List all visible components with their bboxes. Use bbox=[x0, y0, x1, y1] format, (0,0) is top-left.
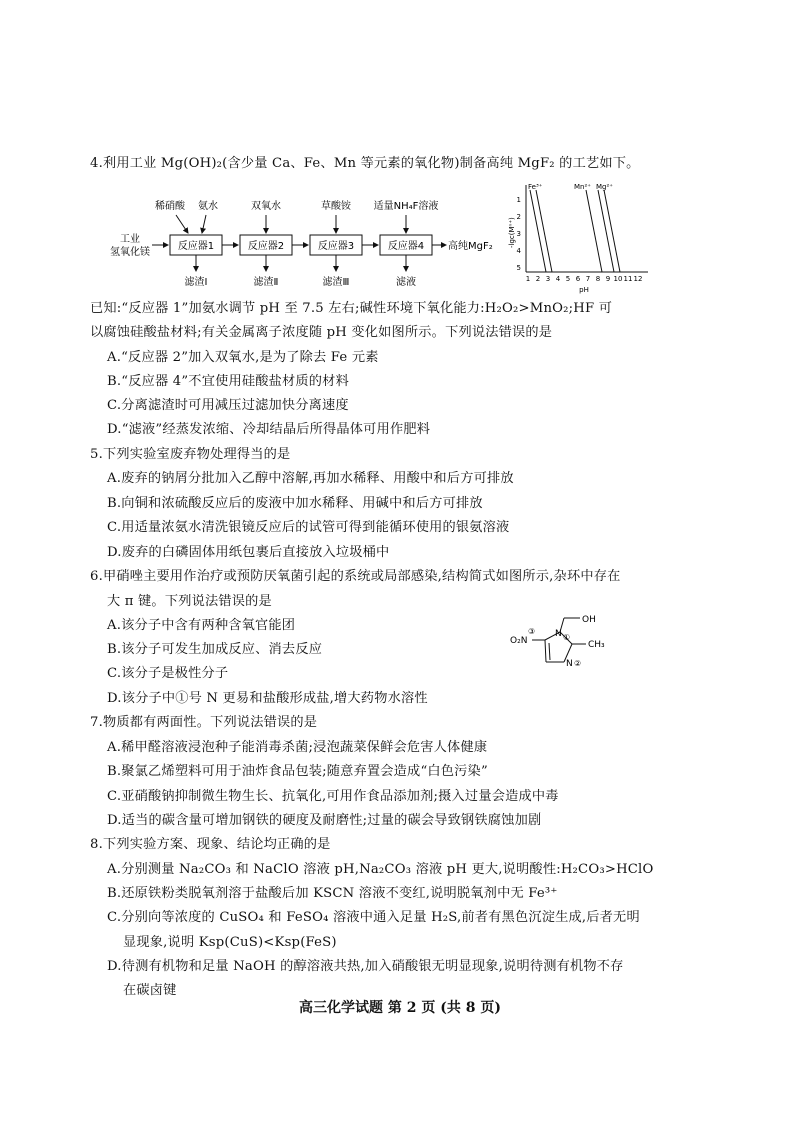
q8-a: A.分别测量 Na₂CO₃ 和 NaClO 溶液 pH,Na₂CO₃ 溶液 pH 更大,说明酸性:H₂CO₃>HClO bbox=[107, 862, 654, 877]
reactor-3 bbox=[310, 235, 362, 255]
y-tick-label: 2 bbox=[516, 213, 521, 221]
reagent-ammonia: 氨水 bbox=[198, 201, 218, 212]
residue-2: 滤渣Ⅱ bbox=[253, 277, 279, 288]
q5-b: B.向铜和浓硫酸反应后的废液中加水稀释、用碱中和后方可排放 bbox=[107, 496, 483, 511]
flow-start-label-1: 工业 bbox=[120, 234, 140, 245]
ion-label-mn: Mn²⁺ bbox=[574, 183, 591, 191]
q8-d-2: 在碳卤键 bbox=[123, 983, 177, 998]
flow-start-label-2: 氢氧化镁 bbox=[110, 247, 150, 258]
x-tick-label: 9 bbox=[605, 275, 611, 283]
x-tick-label: 8 bbox=[595, 275, 601, 283]
x-tick-label: 5 bbox=[565, 275, 571, 283]
reactor-2 bbox=[240, 235, 292, 255]
reagent-oxalate: 草酸铵 bbox=[321, 201, 351, 212]
q6-a: A.该分子中含有两种含氧官能团 bbox=[107, 618, 296, 633]
q6-stem-2: 大 π 键。下列说法错误的是 bbox=[107, 594, 272, 609]
x-tick-labels bbox=[526, 275, 643, 283]
position-marker-3: ③ bbox=[528, 627, 536, 636]
q5-d: D.废弃的白磷固体用纸包裹后直接放入垃圾桶中 bbox=[107, 545, 390, 560]
x-axis-label: pH bbox=[579, 286, 589, 294]
q4-b: B.“反应器 4”不宜使用硅酸盐材质的材料 bbox=[107, 374, 349, 389]
y-axis-label: -lgc(Mⁿ⁺) bbox=[508, 217, 516, 248]
x-tick-label: 7 bbox=[585, 275, 591, 283]
x-tick-label: 10 bbox=[613, 275, 623, 283]
y-tick-label: 5 bbox=[516, 264, 521, 272]
x-tick-label: 1 bbox=[525, 275, 531, 283]
q4-a: A.“反应器 2”加入双氧水,是为了除去 Fe 元素 bbox=[107, 350, 379, 365]
q5-a: A.废弃的钠屑分批加入乙醇中溶解,再加水稀释、用酸中和后方可排放 bbox=[107, 471, 514, 486]
q6-b: B.该分子可发生加成反应、消去反应 bbox=[107, 642, 323, 657]
q8-d-1: D.待测有机物和足量 NaOH 的醇溶液共热,加入硝酸银无明显现象,说明待测有机物不存 bbox=[107, 959, 624, 974]
svg-text:反应器3: 反应器3 bbox=[317, 241, 355, 252]
residue-1: 滤渣Ⅰ bbox=[184, 277, 208, 288]
q8-c-2: 显现象,说明 Ksp(CuS)<Ksp(FeS) bbox=[123, 935, 337, 950]
flow-product: 高纯MgF₂ bbox=[448, 241, 493, 252]
x-tick-label: 2 bbox=[535, 275, 541, 283]
filtrate: 滤液 bbox=[396, 277, 416, 288]
q4-stem: 4.利用工业 Mg(OH)₂(含少量 Ca、Fe、Mn 等元素的氧化物)制备高纯 MgF₂ 的工艺如下。 bbox=[90, 156, 640, 171]
oh-group: OH bbox=[582, 615, 596, 625]
q5-c: C.用适量浓氨水清洗银镜反应后的试管可得到能循环使用的银氨溶液 bbox=[107, 520, 510, 535]
q7-stem: 7.物质都有两面性。下列说法错误的是 bbox=[90, 715, 318, 730]
q6-c: C.该分子是极性分子 bbox=[107, 666, 229, 681]
process-flow-diagram bbox=[110, 195, 510, 295]
metronidazole-structure bbox=[490, 612, 630, 687]
nitrogen-1: N bbox=[555, 629, 562, 639]
ph-concentration-chart bbox=[508, 180, 658, 298]
q8-c-1: C.分别向等浓度的 CuSO₄ 和 FeSO₄ 溶液中通入足量 H₂S,前者有黑色沉淀生成,后者无明 bbox=[107, 910, 640, 925]
position-marker-1: ① bbox=[563, 633, 571, 642]
ion-label-fe: Fe³⁺ bbox=[528, 183, 543, 191]
nitro-group: O₂N bbox=[510, 636, 528, 646]
x-tick-label: 11 bbox=[623, 275, 633, 283]
q4-d: D.“滤液”经蒸发浓缩、冷却结晶后所得晶体可用作肥料 bbox=[107, 422, 431, 437]
methyl-group: CH₃ bbox=[588, 640, 605, 650]
q6-d: D.该分子中①号 N 更易和盐酸形成盐,增大药物水溶性 bbox=[107, 691, 428, 706]
y-tick-label: 3 bbox=[516, 230, 521, 238]
x-tick-label: 12 bbox=[633, 275, 643, 283]
y-tick-labels bbox=[517, 196, 522, 272]
page-footer: 高三化学试题 第 2 页 (共 8 页) bbox=[299, 1000, 501, 1016]
svg-text:反应器1: 反应器1 bbox=[177, 241, 215, 252]
svg-text:反应器2: 反应器2 bbox=[247, 241, 285, 252]
reagent-h2o2: 双氧水 bbox=[251, 201, 281, 212]
nitrogen-2: N bbox=[566, 659, 573, 669]
reagent-nh4f: 适量NH₄F溶液 bbox=[373, 201, 439, 212]
reactor-1 bbox=[170, 235, 222, 255]
x-tick-label: 6 bbox=[575, 275, 581, 283]
q4-known-2: 以腐蚀硅酸盐材料;有关金属离子浓度随 pH 变化如图所示。下列说法错误的是 bbox=[90, 325, 553, 340]
q7-c: C.亚硝酸钠抑制微生物生长、抗氧化,可用作食品添加剂;摄入过量会造成中毒 bbox=[107, 789, 559, 804]
q7-b: B.聚氯乙烯塑料可用于油炸食品包装;随意弃置会造成“白色污染” bbox=[107, 764, 488, 779]
q7-d: D.适当的碳含量可增加钢铁的硬度及耐磨性;过量的碳会导致钢铁腐蚀加剧 bbox=[107, 813, 542, 828]
y-tick-label: 4 bbox=[516, 247, 521, 255]
y-tick-label: 1 bbox=[516, 196, 521, 204]
q8-b: B.还原铁粉类脱氧剂溶于盐酸后加 KSCN 溶液不变红,说明脱氧剂中无 Fe³⁺ bbox=[107, 886, 558, 901]
q7-a: A.稀甲醛溶液浸泡种子能消毒杀菌;浸泡蔬菜保鲜会危害人体健康 bbox=[107, 740, 488, 755]
x-tick-label: 3 bbox=[545, 275, 551, 283]
ion-label-mg: Mg²⁺ bbox=[596, 183, 613, 191]
q6-stem-1: 6.甲硝唑主要用作治疗或预防厌氧菌引起的系统或局部感染,结构简式如图所示,杂环中存在 bbox=[90, 569, 621, 584]
q4-c: C.分离滤渣时可用减压过滤加快分离速度 bbox=[107, 398, 349, 413]
q4-known-1: 已知:“反应器 1”加氨水调节 pH 至 7.5 左右;碱性环境下氧化能力:H₂O₂>MnO₂;HF 可 bbox=[90, 301, 613, 316]
svg-text:反应器4: 反应器4 bbox=[387, 241, 425, 252]
position-marker-2: ② bbox=[574, 659, 582, 668]
residue-3: 滤渣Ⅲ bbox=[322, 277, 350, 288]
q5-stem: 5.下列实验室废弃物处理得当的是 bbox=[90, 447, 291, 462]
reactor-4 bbox=[380, 235, 432, 255]
q8-stem: 8.下列实验方案、现象、结论均正确的是 bbox=[90, 837, 331, 852]
x-tick-label: 4 bbox=[555, 275, 561, 283]
reagent-nitric-acid: 稀硝酸 bbox=[155, 201, 185, 212]
